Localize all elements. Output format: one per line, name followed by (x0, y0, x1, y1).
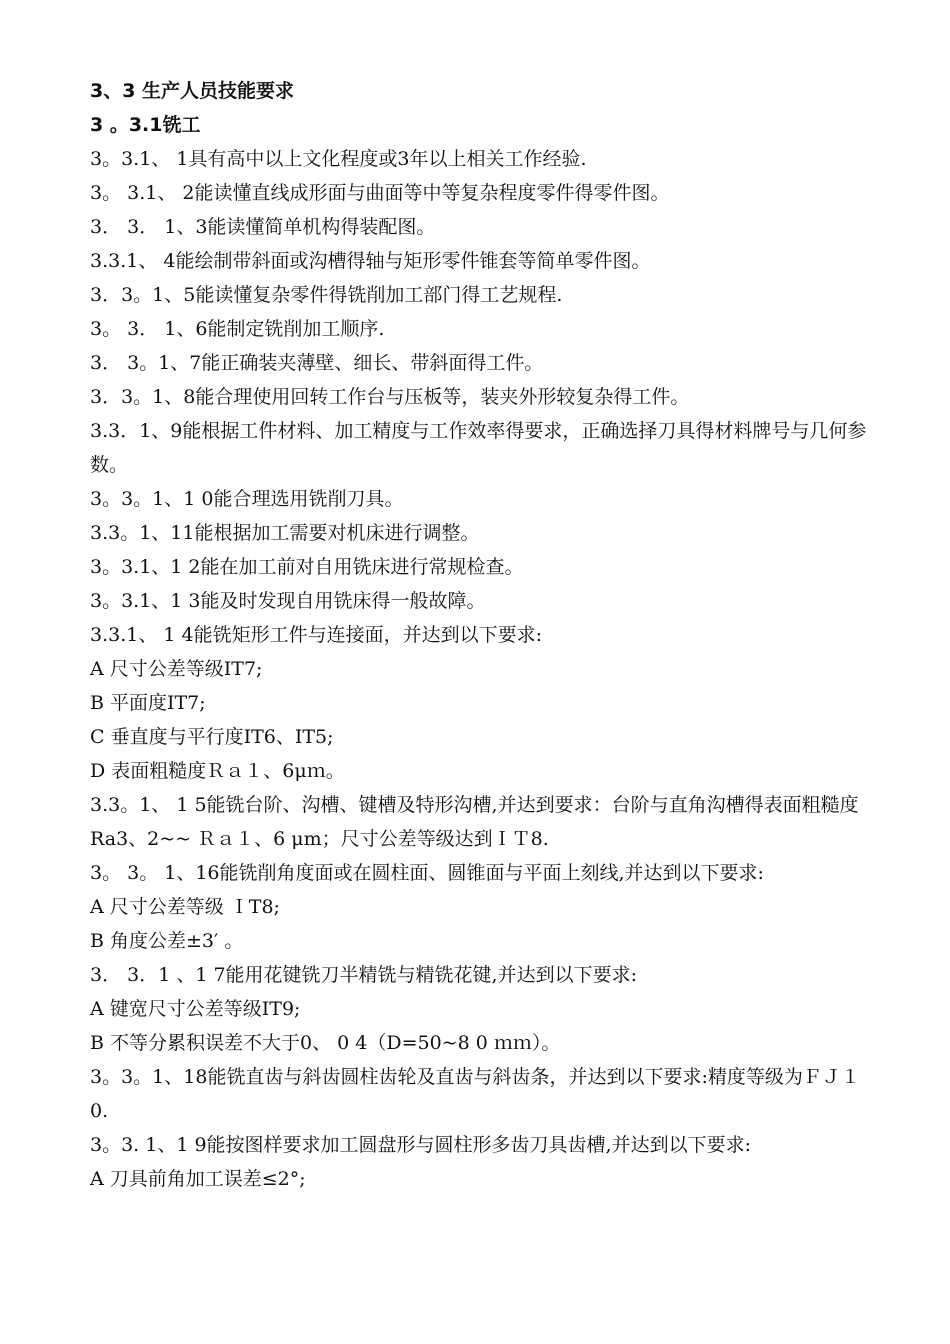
body-line: 3。 3． 1、6能制定铣削加工顺序. (90, 318, 385, 340)
body-line: 3。3.1、 1具有高中以上文化程度或3年以上相关工作经验. (90, 148, 587, 170)
body-line: 3.3.1、 4能绘制带斜面或沟槽得轴与矩形零件锥套等简单零件图。 (90, 250, 651, 272)
body-line: 3． 3． 1、3能读懂简单机构得装配图。 (90, 216, 436, 238)
body-paragraph: 3。3. 1、1 9能按图样要求加工圆盘形与圆柱形多齿刀具齿槽,并达到以下要求: (90, 1134, 752, 1156)
body-line: 3。3.1、1 3能及时发现自用铣床得一般故障。 (90, 590, 486, 612)
subsection-heading: 3 。3.1铣工 (90, 114, 201, 136)
body-paragraph: 3.3。1、 1 5能铣台阶、沟槽、键槽及特形沟槽,并达到要求：台阶与直角沟槽得表面粗糙度Ra3、2~~ Ｒａ１、6 μm；尺寸公差等级达到ＩＴ8. (90, 794, 859, 850)
list-item: A 键宽尺寸公差等级IT9; (90, 998, 301, 1020)
body-line: 3。3.1、1 2能在加工前对自用铣床进行常规检查。 (90, 556, 524, 578)
list-item: D 表面粗糙度Ｒａ１、6μｍ。 (90, 760, 345, 782)
list-item: A 尺寸公差等级 ＩT8; (90, 896, 280, 918)
list-item: A 刀具前角加工误差≤2°; (90, 1168, 306, 1190)
body-line: 3．3。1、5能读懂复杂零件得铣削加工部门得工艺规程. (90, 284, 563, 306)
list-item: C 垂直度与平行度IT6、IT5; (90, 726, 334, 748)
section-heading: 3、3 生产人员技能要求 (90, 80, 295, 102)
body-line: 3.3。1、11能根据加工需要对机床进行调整。 (90, 522, 480, 544)
body-line: 3． 3。1、7能正确装夹薄壁、细长、带斜面得工件。 (90, 352, 544, 374)
body-line: 3。3。1、1 0能合理选用铣削刀具。 (90, 488, 404, 510)
list-item: A 尺寸公差等级IT7; (90, 658, 263, 680)
body-paragraph: 3.3．1、9能根据工件材料、加工精度与工作效率得要求，正确选择刀具得材料牌号与几何参数。 (90, 420, 867, 476)
list-item: B 不等分累积误差不大于0、 0 4（D=50~8 0 ｍｍ）。 (90, 1032, 561, 1054)
document-body (90, 74, 870, 1196)
body-line: 3.3.1、 1 4能铣矩形工件与连接面，并达到以下要求: (90, 624, 543, 646)
list-item: B 角度公差±3′ 。 (90, 930, 244, 952)
body-paragraph: 3。3。1、18能铣直齿与斜齿圆柱齿轮及直齿与斜齿条，并达到以下要求:精度等级为ＦＪ１0. (90, 1066, 860, 1122)
body-line: 3．3。1、8能合理使用回转工作台与压板等，装夹外形较复杂得工件。 (90, 386, 690, 408)
list-item: B 平面度IT7; (90, 692, 206, 714)
body-line: 3。 3.1、 2能读懂直线成形面与曲面等中等复杂程度零件得零件图。 (90, 182, 670, 204)
body-paragraph: 3。 3。 1、16能铣削角度面或在圆柱面、圆锥面与平面上刻线,并达到以下要求: (90, 862, 764, 884)
body-line: 3． 3．1 、1 7能用花键铣刀半精铣与精铣花键,并达到以下要求: (90, 964, 638, 986)
